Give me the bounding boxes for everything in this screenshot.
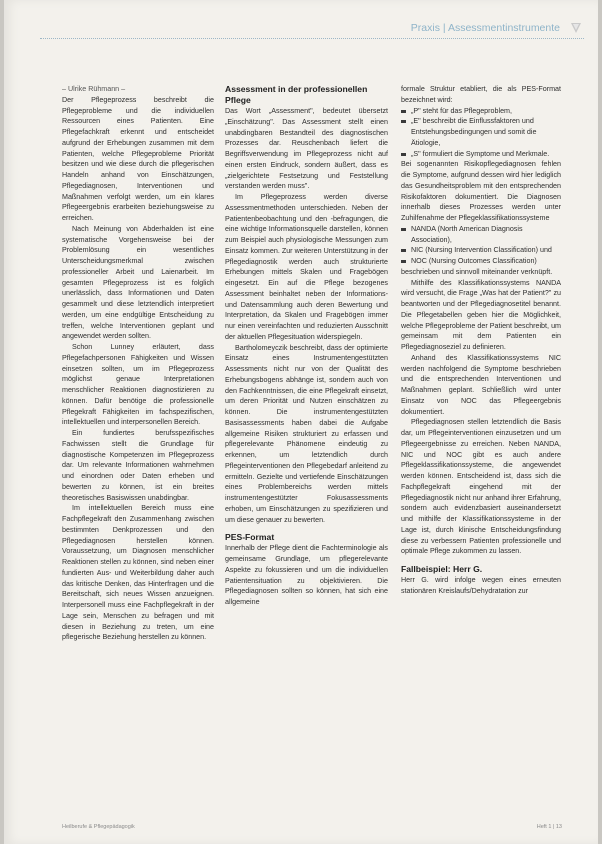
paragraph: Pflegediagnosen stellen letztendlich die Basis dar, um Pflegeinterventionen einzusetzen und um Pflegeergebnisse zu erreichen. Neben NANDA, NIC und NOC gibt es auch andere Pflegeklassifikationssysteme, die angewendet werden können. Entscheidend ist, dass sich die Fachpflegekraft eingehend mit der Pflegediagnostik nicht nur anhand ihrer Erfahrung, sondern auch evidenzbasiert auseinandersetzt und mithilfe der Klassifikationssysteme in der Lage ist, durch klinische Entscheidungsfindung diese zu verbessern Patienten professionelle und optimale Pflege zukommen zu lassen. bbox=[401, 418, 561, 556]
bullet-icon bbox=[401, 153, 406, 156]
bullet-text: „S" formuliert die Symptome und Merkmale. bbox=[411, 149, 550, 158]
bullet-text: „E" beschreibt die Einflussfaktoren und Entstehungsbedingungen und somit die Ätiologie, bbox=[411, 117, 537, 147]
section-header-label: Praxis | Assessmentinstrumente bbox=[410, 22, 560, 34]
paragraph: beschrieben und sinnvoll miteinander verknüpft. bbox=[401, 267, 553, 276]
section-heading: Assessment in der professionellen Pflege bbox=[225, 84, 368, 105]
text-column-3 bbox=[401, 84, 561, 597]
paragraph: Ein fundiertes berufsspezifisches Fachwissen stellt die Grundlage für diagnostische Kompetenzen im Pflegeprozess dar. Um relevante Informationen wahrnehmen und einordnen oder Daten erheben und bewerten zu können, ist ein breites theoretisches Basiswissen unabdingbar. bbox=[62, 429, 214, 502]
paragraph: Bei sogenannten Risikopflegediagnosen fehlen die Symptome, aufgrund dessen wird hier lediglich das Gesundheitsproblem mit den entsprechenden Risikofaktoren dokumentiert. Die Diagnosen innerhalb dieses Prozesses werden unter Zuhilfenahme der Pflegeklassifikationssysteme bbox=[401, 160, 561, 222]
bullet-item bbox=[401, 106, 561, 117]
bullet-icon bbox=[401, 110, 406, 113]
paragraph: Mithilfe des Klassifikationssystems NANDA wird versucht, die Frage „Was hat der Patient?" zu beantworten und der Pflegediagnosetitel benannt. Die Pflegetabellen geben hier die Möglichkeit, welche Pflegeprobleme der Patient beschreibt, um gemeinsam mit dem Patienten ein Pflegediagnoseziel zu definieren. bbox=[401, 278, 561, 351]
bullet-text: NIC (Nursing Intervention Classification) und bbox=[411, 246, 552, 255]
text-column-1 bbox=[62, 84, 214, 643]
bullet-text: NOC (Nursing Outcomes Classification) bbox=[411, 257, 537, 265]
paragraph: Im Pflegeprozess werden diverse Assessmentmethoden unterschieden. Neben der Patientenbeobachtung und den -befragungen, die eine wichtige Informationsquelle darstellen, können zum Beispiel auch physiologische Messungen zum Einsatz kommen. Zur weiteren Unterstützung in der Pflegediagnostik werden auch strukturierte Erhebungen mittels Skalen und Fragebögen eingesetzt. Ein auf die Pflege bezogenes Assessment beinhaltet neben der Informations- und Datensammlung auch deren Bewertung und Interpretation, da Skalen und Fragebögen immer nur einen vereinfachten und reduzierten Ausschnitt der aktuellen Pflegesituation widerspiegeln. bbox=[225, 193, 388, 341]
paragraph: Nach Meinung von Abderhalden ist eine systematische Vorgehensweise bei der Problemlösung ein wesentliches Unterscheidungsmerkmal zwischen professioneller Arbeit und Laienarbeit. Im gesamten Pflegeprozess ist es folglich unerlässlich, dass Informationen und Daten gesammelt und diese letztendlich interpretiert werden, um eine endgültige Entscheidung zu treffen, welche Interventionen geplant und angewendet werden sollten. bbox=[62, 224, 214, 341]
magazine-page bbox=[4, 0, 598, 844]
paragraph: Das Wort „Assessment", bedeutet übersetzt „Einschätzung". Das Assessment stellt einen unabdingbaren Bestandteil des diagnostischen Prozesses dar. Reuschenbach liefert die Begriffsverwendung im Pflegeprozess nicht auf einen ersten Eindruck, sondern äußert, dass es „zielgerichtete Festsetzung und Feststellung verstanden werden muss". bbox=[225, 107, 388, 191]
bullet-icon bbox=[401, 120, 406, 123]
footer-publication: Heilberufe & Pflegepädagogik bbox=[62, 824, 135, 830]
footer-page-number: Heft 1 | 13 bbox=[536, 824, 562, 830]
paragraph: Schon Lunney erläutert, dass Pflegefachpersonen Fähigkeiten und Wissen einsetzen sollten, um im Pflegeprozess möglichst genaue Interpretationen menschlicher Reaktionen diagnostizieren zu können. Dafür benötige die professionelle Pflegekraft Fähigkeiten im fachspezifischen, intellektuellen und interpersonellen Bereich. bbox=[62, 343, 214, 427]
bullet-item bbox=[401, 224, 561, 246]
paragraph: Im intellektuellen Bereich muss eine Fachpflegekraft den Zusammenhang zwischen bestimmten Denkprozessen und den Pflegediagnosen herstellen können. Voraussetzung, um Diagnosen menschlicher Reaktionen stellen zu können, sind neben einer fundierten Aus- und Weiterbildung daher auch das kritische Denken, das Hinterfragen und die Bereitschaft, sich neues Wissen anzueignen. Interpersonell muss eine Fachpflegekraft in der Lage sein, Menschen zu befragen und mit diesen in Beziehung zu treten, um eine pflegerische Beziehung herstellen zu können. bbox=[62, 504, 214, 642]
author-line: – Ulrike Rühmann – bbox=[62, 85, 126, 93]
paragraph: Der Pflegeprozess beschreibt die Pflegeprobleme und die individuellen Ressourcen eines Patienten. Eine Pflegefachkraft erkennt und entscheidet aufgrund der Erhebungen zusammen mit dem Patienten, welche Pflegeprobleme Priorität besitzen und wie diese durch die pflegerischen Handeln anhand von Einschätzungen, Pflegediagnosen, Interventionen und Maßnahmen verfolgt werden, um ein klares Pflegeergebnis erarbeiten beziehungsweise zu erreichen. bbox=[62, 95, 214, 222]
paragraph: formale Struktur etabliert, die als PES-Format bezeichnet wird: bbox=[401, 85, 561, 104]
paragraph: Innerhalb der Pflege dient die Fachterminologie als gemeinsame Grundlage, um pflegerelevante Aspekte zu fokussieren und um die individuellen Patientensituation zu objektivieren. Die Pflegediagnosen sollten so können, hat sich eine allgemeine bbox=[225, 544, 388, 606]
bullet-text: „P" steht für das Pflegeproblem, bbox=[411, 106, 512, 115]
bullet-item bbox=[401, 256, 561, 267]
header-divider bbox=[40, 38, 584, 39]
magazine-logo-icon bbox=[568, 20, 584, 36]
paragraph: Anhand des Klassifikationssystems NIC werden nachfolgend die Symptome beschrieben und die entsprechenden Interventionen und Maßnahmen geplant. Schließlich wird unter Einsatz von NOC das Pflegeergebnis dokumentiert. bbox=[401, 353, 561, 416]
bullet-text: NANDA (North American Diagnosis Association), bbox=[411, 224, 523, 244]
bullet-icon bbox=[401, 228, 406, 231]
bullet-item bbox=[401, 245, 561, 256]
bullet-item bbox=[401, 116, 561, 148]
paragraph: Herr G. wird infolge wegen eines erneuten stationären Kreislaufs/Dehydratation zur bbox=[401, 576, 561, 595]
section-heading: Fallbeispiel: Herr G. bbox=[401, 564, 483, 574]
text-column-2 bbox=[225, 84, 388, 608]
bullet-item bbox=[401, 149, 561, 160]
bullet-icon bbox=[401, 249, 406, 252]
paragraph: Bartholomeyczik beschreibt, dass der optimierte Einsatz eines Instrumentengestützten Assessments nicht nur von der Qualität des Erhebungsbogens abhänge ist, sondern auch von den Fachkenntnissen, die eine Pflegekraft einsetzt, um deren Priorität und Nutzen einschätzen zu können. Die instrumentengestützten Basisassessments haben dabei die Aufgabe allgemeine Risiken strukturiert zu erfassen und pflegerelevante Phänomene eindeutig zu erkennen, um letztendlich durch Pflegeinterventionen den Pflegebedarf anleitend zu ermitteln. Gezielte und vertiefende Einschätzungen eines Problembereichs werden mittels instrumentengestützter Fokusassessments erhoben, um Einschätzungen zu spezifizieren und um diese genauer zu bewerten. bbox=[225, 343, 388, 524]
bullet-icon bbox=[401, 260, 406, 263]
section-heading: PES-Format bbox=[225, 532, 275, 543]
